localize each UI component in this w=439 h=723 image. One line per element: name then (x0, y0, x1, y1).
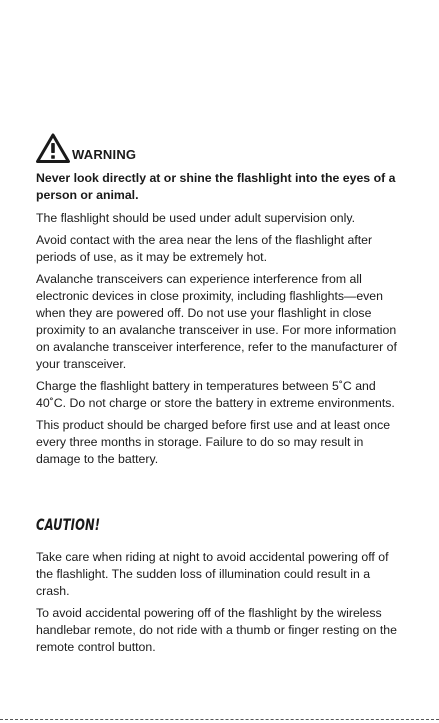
warning-header (36, 133, 406, 163)
warning-paragraph-charge-temperature: Charge the flashlight battery in temperatures between 5˚C and 40˚C. Do not charge or store the battery in extreme environments. (36, 379, 395, 410)
warning-paragraph-lens-heat: Avoid contact with the area near the lens of the flashlight after periods of use, as it may be extremely hot. (36, 233, 373, 264)
caution-section (36, 515, 406, 661)
warning-paragraph-avalanche: Avalanche transceivers can experience interference from all electronic devices in close proximity, including flashlights—even when they are powered off. Do not use your flashlight in close proximity to an avalanche transceiver in use. For more information on avalanche transceiver interference, refer to the manufacturer of your transceiver. (36, 272, 397, 371)
warning-triangle-icon (36, 133, 70, 163)
caution-title: CAUTION! (36, 515, 101, 534)
warning-paragraph-supervision: The flashlight should be used under adult supervision only. (36, 211, 356, 225)
warning-paragraph-storage-charge: This product should be charged before first use and at least once every three months in storage. Failure to do so may result in damage to the battery. (36, 418, 391, 466)
warning-label: WARNING (72, 147, 137, 162)
caution-paragraph-remote: To avoid accidental powering off of the flashlight by the wireless handlebar remote, do not ride with a thumb or finger resting on the remote control button. (36, 606, 397, 654)
warning-section (36, 133, 406, 473)
warning-lead-text: Never look directly at or shine the flashlight into the eyes of a person or animal. (36, 171, 396, 202)
bottom-divider (0, 719, 439, 720)
caution-paragraph-night-riding: Take care when riding at night to avoid accidental powering off of the flashlight. The sudden loss of illumination could result in a crash. (36, 550, 389, 598)
